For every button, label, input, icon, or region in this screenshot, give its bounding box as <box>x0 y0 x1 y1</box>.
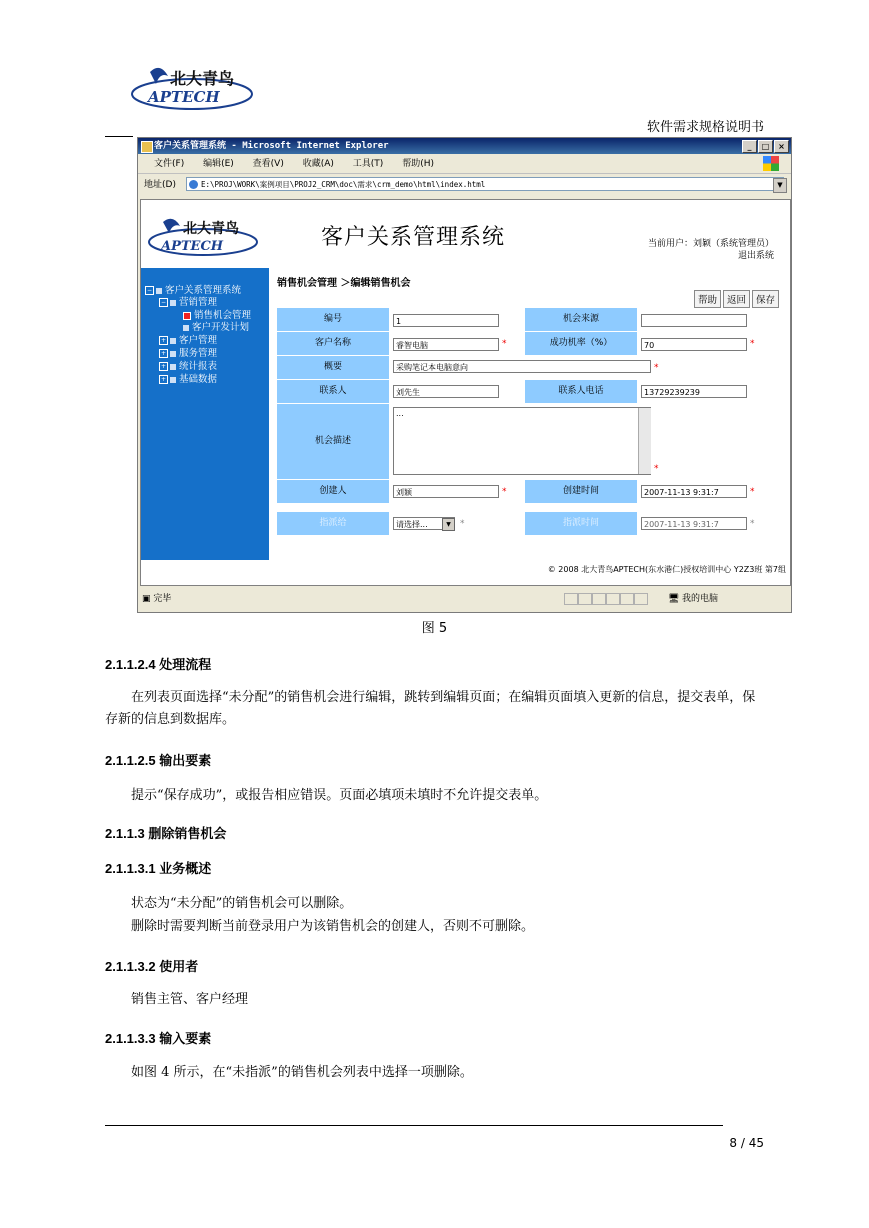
creator-label: 创建人 <box>277 480 389 503</box>
summary-cell <box>390 356 777 379</box>
rate-cell <box>638 332 777 355</box>
source-label: 机会来源 <box>525 308 637 331</box>
copyright: © 2008 北大青鸟APTECH(东水港仁)授权培训中心 Y2Z3班 第7组 <box>547 565 786 574</box>
assign-select[interactable]: 请选择... <box>393 517 455 530</box>
phone-label: 联系人电话 <box>525 380 637 403</box>
id-label: 编号 <box>277 308 389 331</box>
status-text: 完毕 <box>153 594 172 604</box>
expand-icon[interactable]: + <box>160 337 167 344</box>
contact-label: 联系人 <box>277 380 389 403</box>
required-mark: * <box>460 519 465 529</box>
address-bar <box>138 175 791 195</box>
section-heading: 2.1.1.3.2 使用者 <box>105 959 199 974</box>
maximize-icon[interactable]: □ <box>758 140 773 153</box>
nav-tree <box>141 268 269 560</box>
user-line: 当前用户：刘颖（系统管理员） <box>647 239 774 249</box>
tree-item-service[interactable]: + 服务管理 <box>160 348 218 359</box>
required-mark: * <box>750 487 755 497</box>
source-input[interactable] <box>641 314 747 327</box>
required-mark: * <box>654 363 659 373</box>
action-buttons <box>694 290 779 308</box>
paragraph: 销售主管、客户经理 <box>131 992 249 1007</box>
node-icon <box>170 351 176 357</box>
id-cell <box>390 308 524 331</box>
form-row <box>277 356 777 380</box>
back-button[interactable]: 返回 <box>723 290 750 308</box>
paragraph: 状态为“未分配”的销售机会可以删除。 <box>131 896 353 911</box>
status-bar <box>138 590 791 608</box>
contact-cell <box>390 380 524 403</box>
paragraph: 如图 4 所示，在“未指派”的销售机会列表中选择一项删除。 <box>131 1065 473 1080</box>
created-cell <box>638 480 777 503</box>
status-cells <box>564 593 648 605</box>
textarea-scrollbar[interactable] <box>638 408 651 474</box>
current-user <box>648 238 774 262</box>
section-heading: 2.1.1.3.1 业务概述 <box>105 861 212 876</box>
doc-title: 软件需求规格说明书 <box>646 120 764 135</box>
expand-icon[interactable]: + <box>160 350 167 357</box>
assign-time-input[interactable]: 2007-11-13 9:31:7 <box>641 517 747 530</box>
required-mark: * <box>750 339 755 349</box>
menu-help[interactable]: 帮助(H) <box>402 159 434 169</box>
page-content <box>140 199 791 586</box>
form-row <box>277 332 777 356</box>
tree-item-basedata[interactable]: + 基础数据 <box>160 374 218 385</box>
footer-rule <box>105 1125 723 1126</box>
page-number: 8 / 45 <box>729 1136 764 1150</box>
edit-panel <box>273 268 787 560</box>
node-icon <box>170 364 176 370</box>
assign-time-label: 指派时间 <box>525 512 637 535</box>
figure-caption: 图 5 <box>421 621 448 636</box>
tree-item-marketing[interactable]: − 营销管理 <box>160 297 218 308</box>
customer-input[interactable]: 睿智电脑 <box>393 338 499 351</box>
breadcrumb: 销售机会管理 ＞编辑销售机会 <box>277 278 411 289</box>
address-dropdown-icon[interactable]: ▼ <box>773 178 787 193</box>
created-label: 创建时间 <box>525 480 637 503</box>
tree-item-dev-plan[interactable]: 客户开发计划 <box>183 322 249 334</box>
node-icon <box>170 338 176 344</box>
contact-input[interactable]: 刘先生 <box>393 385 499 398</box>
tree-item-sales-opportunity[interactable]: 销售机会管理 <box>183 310 251 322</box>
dropdown-arrow-icon[interactable]: ▼ <box>442 518 455 531</box>
save-button[interactable]: 保存 <box>752 290 779 308</box>
address-value: E:\PROJ\WORK\案例项目\PROJ2_CRM\doc\需求\crm_demo\html\index.html <box>201 180 486 189</box>
source-cell <box>638 308 777 331</box>
window-titlebar <box>138 138 791 154</box>
section-heading: 2.1.1.2.4 处理流程 <box>105 657 212 672</box>
node-icon <box>156 288 162 294</box>
node-icon <box>170 377 176 383</box>
status-zone: 我的电脑 <box>682 594 719 604</box>
node-icon <box>170 300 176 306</box>
expand-icon[interactable]: + <box>160 363 167 370</box>
desc-textarea[interactable]: ... <box>393 407 651 475</box>
svg-text:APTECH: APTECH <box>161 239 224 254</box>
menu-view[interactable]: 查看(V) <box>252 159 284 169</box>
ie-page-icon <box>189 180 198 189</box>
section-heading: 2.1.1.2.5 输出要素 <box>105 753 212 768</box>
customer-cell <box>390 332 524 355</box>
menu-edit[interactable]: 编辑(E) <box>203 159 234 169</box>
svg-text:APTECH: APTECH <box>148 88 220 106</box>
close-icon[interactable]: × <box>774 140 789 153</box>
selected-node-icon <box>183 312 191 320</box>
status-page-icon: ▣ <box>142 594 151 604</box>
help-button[interactable]: 帮助 <box>694 290 721 308</box>
menu-bar <box>138 155 791 174</box>
form-row <box>277 380 777 404</box>
form-row <box>277 480 777 504</box>
tree-root[interactable]: − 客户关系管理系统 <box>146 285 242 296</box>
menu-tools[interactable]: 工具(T) <box>352 159 384 169</box>
desc-cell <box>390 404 777 479</box>
menu-file[interactable]: 文件(F) <box>154 159 185 169</box>
node-icon <box>183 325 189 331</box>
collapse-icon[interactable]: − <box>160 299 167 306</box>
section-heading: 2.1.1.3.3 输入要素 <box>105 1031 212 1046</box>
paragraph: 提示“保存成功”，或报告相应错误。页面必填项未填时不允许提交表单。 <box>131 788 548 803</box>
id-input[interactable]: 1 <box>393 314 499 327</box>
phone-input[interactable]: 13729239239 <box>641 385 747 398</box>
app-title: 客户关系管理系统 <box>321 225 506 250</box>
svg-text:北大青鸟: 北大青鸟 <box>170 69 235 88</box>
form-row <box>277 512 777 536</box>
window-controls <box>742 140 789 153</box>
creator-cell <box>390 480 524 503</box>
app-icon <box>141 141 153 153</box>
required-mark: * <box>502 487 507 497</box>
tree-item-customer[interactable]: + 客户管理 <box>160 335 218 346</box>
assign-label: 指派给 <box>277 512 389 535</box>
paragraph: 删除时需要判断当前登录用户为该销售机会的创建人，否则不可删除。 <box>131 919 535 934</box>
required-mark: * <box>750 519 755 529</box>
svg-text:北大青鸟: 北大青鸟 <box>183 221 239 237</box>
paragraph: 在列表页面选择“未分配”的销售机会进行编辑，跳转到编辑页面；在编辑页面填入更新的信息，提交表单，保存新的信息到数据库。 <box>105 690 756 727</box>
app-header <box>141 200 790 268</box>
minimize-icon[interactable]: _ <box>742 140 757 153</box>
ie-window <box>137 137 792 613</box>
created-input[interactable]: 2007-11-13 9:31:7 <box>641 485 747 498</box>
assign-cell <box>390 512 524 535</box>
form-row <box>277 308 777 332</box>
summary-input[interactable]: 采购笔记本电脑意向 <box>393 360 651 373</box>
collapse-icon[interactable]: − <box>146 287 153 294</box>
aptech-logo <box>130 62 270 112</box>
tree-item-reports[interactable]: + 统计报表 <box>160 361 218 372</box>
summary-label: 概要 <box>277 356 389 379</box>
form-row <box>277 404 777 480</box>
required-mark: * <box>654 464 659 474</box>
rate-label: 成功机率（%） <box>525 332 637 355</box>
creator-input[interactable]: 刘颖 <box>393 485 499 498</box>
address-input[interactable] <box>186 177 784 191</box>
phone-cell <box>638 380 777 403</box>
expand-icon[interactable]: + <box>160 376 167 383</box>
app-logo <box>147 214 272 258</box>
assign-time-cell <box>638 512 777 535</box>
menu-favorites[interactable]: 收藏(A) <box>302 159 334 169</box>
my-computer-icon: 🖥 <box>668 594 680 604</box>
required-mark: * <box>502 339 507 349</box>
section-heading: 2.1.1.3 删除销售机会 <box>105 826 227 841</box>
windows-logo-icon <box>763 156 779 171</box>
rate-input[interactable]: 70 <box>641 338 747 351</box>
window-title: 客户关系管理系统 - Microsoft Internet Explorer <box>154 141 389 151</box>
header-rule <box>105 136 133 137</box>
customer-label: 客户名称 <box>277 332 389 355</box>
desc-label: 机会描述 <box>277 404 389 479</box>
address-label: 地址(D) <box>144 180 176 190</box>
logout-link[interactable]: 退出系统 <box>737 251 774 261</box>
